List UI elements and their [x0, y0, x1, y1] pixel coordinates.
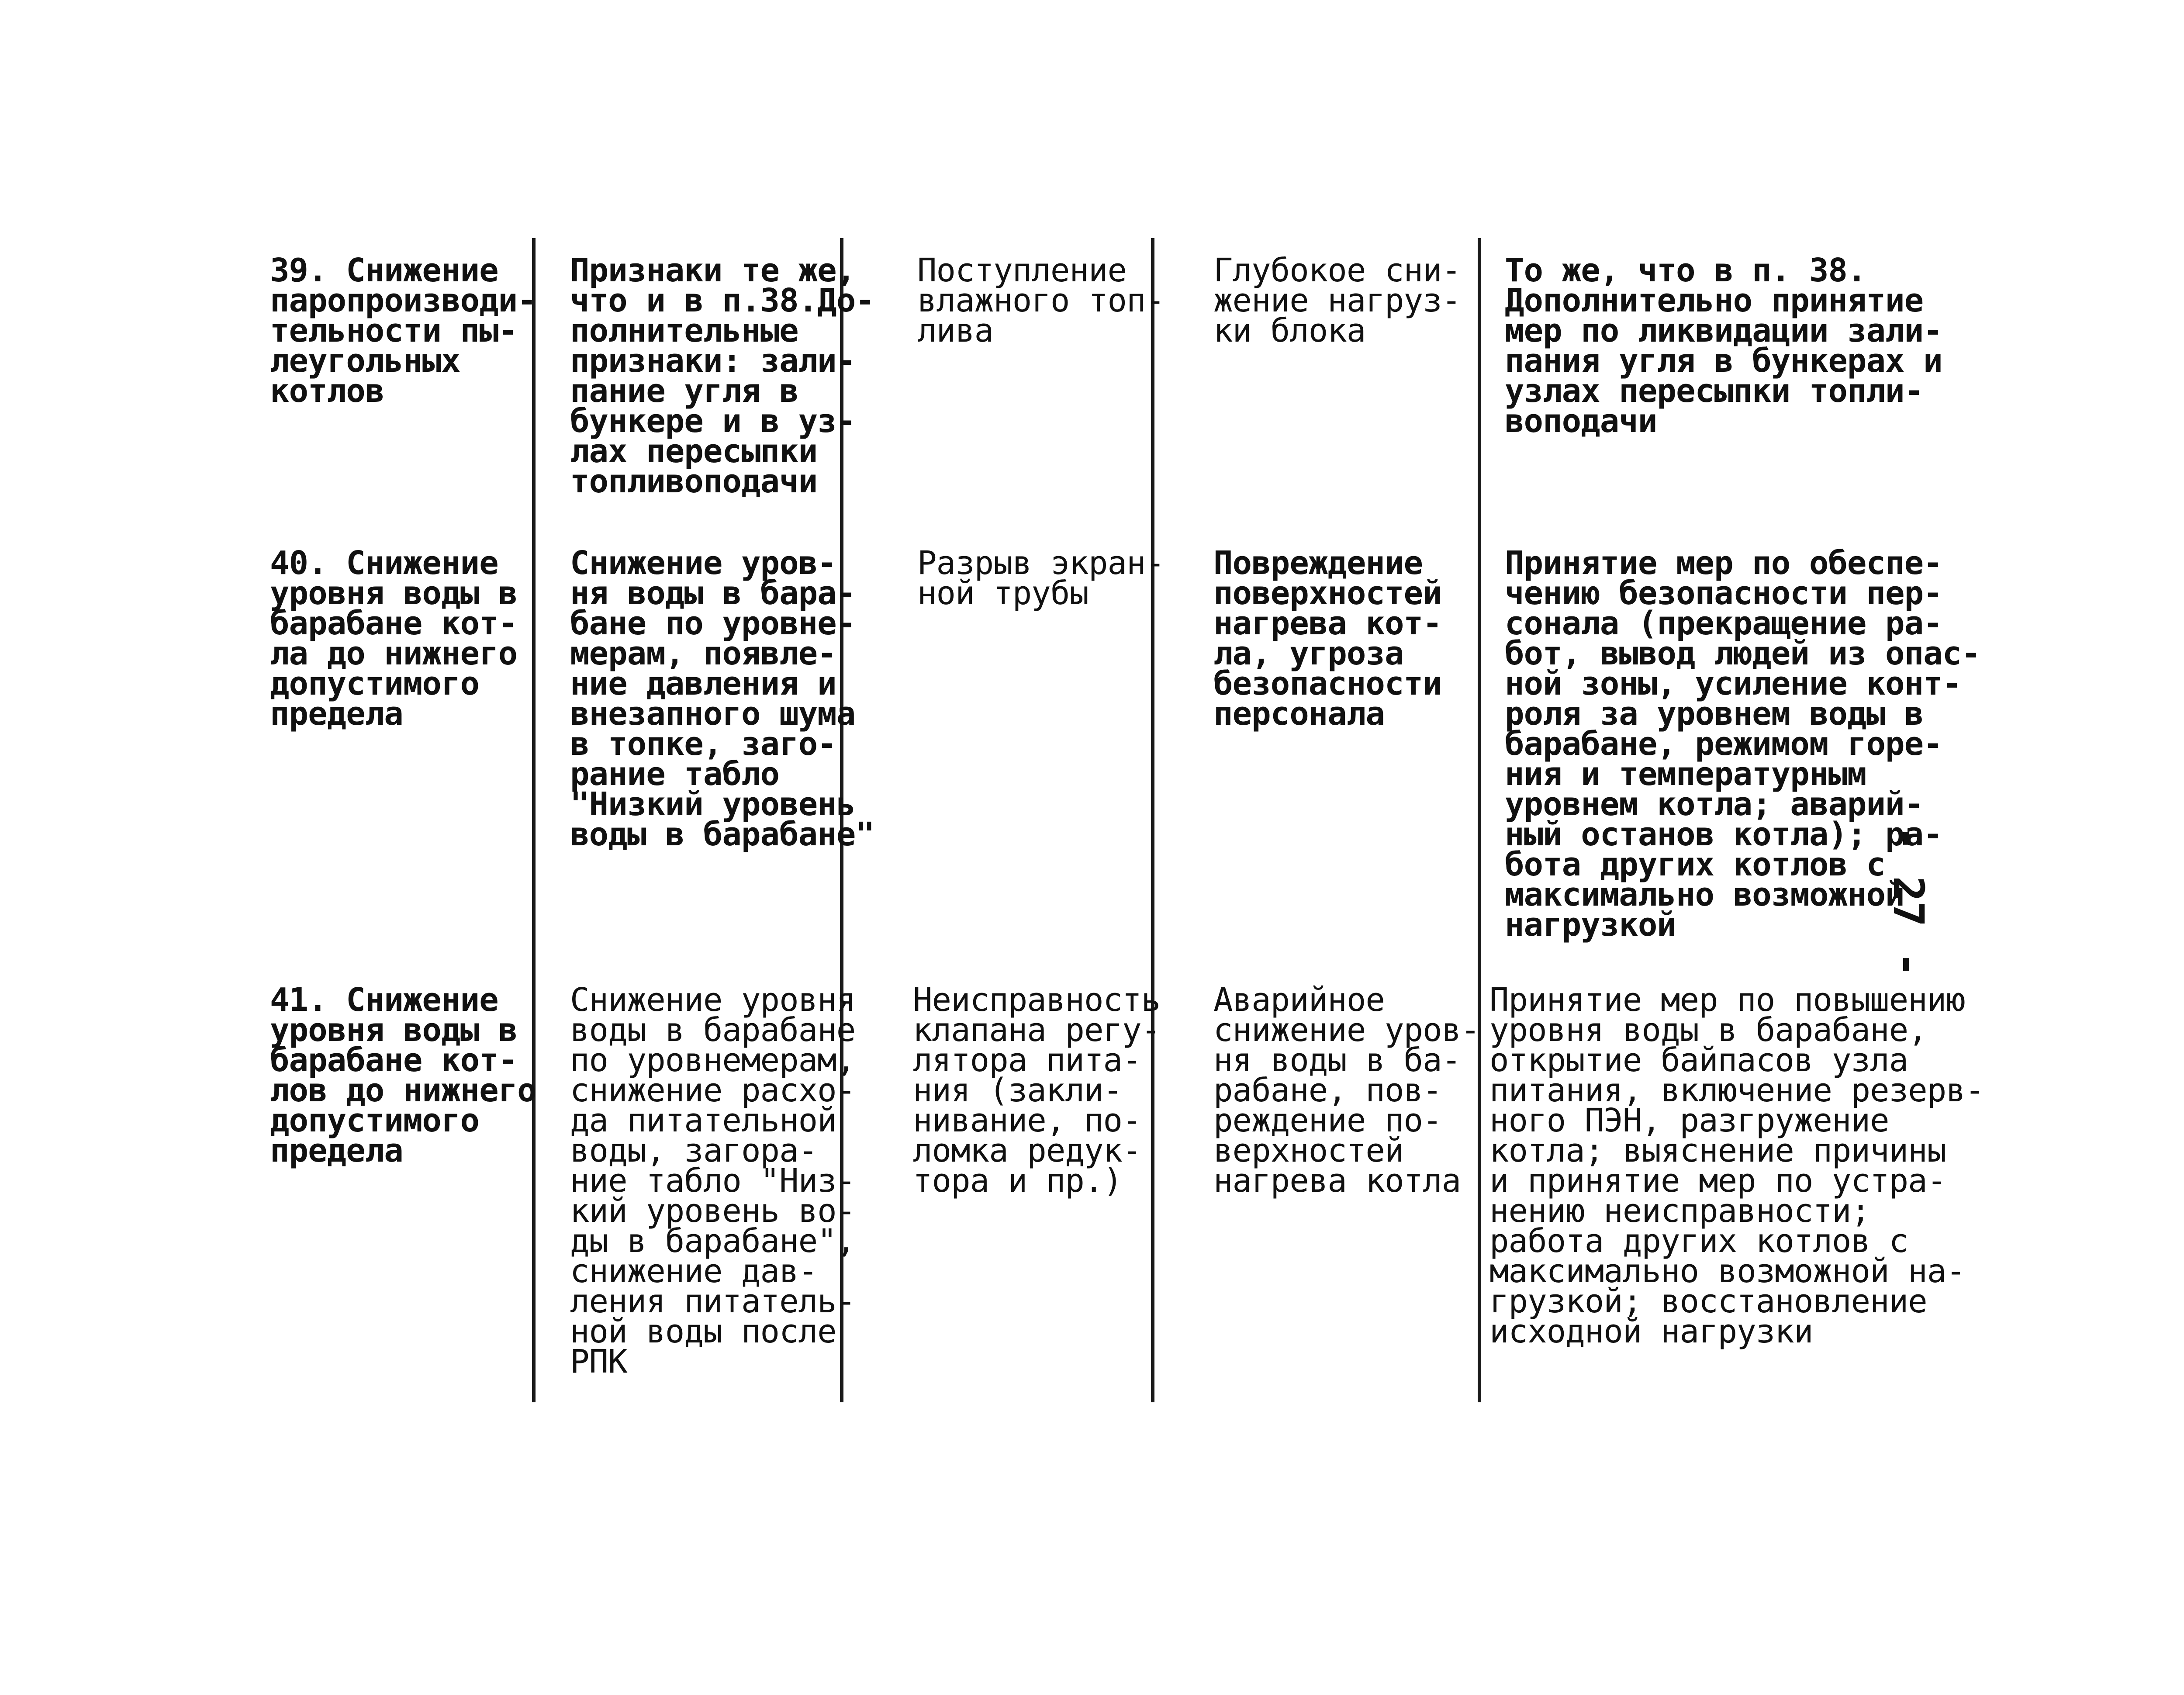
row-40-cause: Разрыв экран- ной трубы — [917, 544, 1165, 612]
row-39-signs: Признаки те же, что и в п.38.До- полнительные признаки: зали- пание угля в бункере и в уз- лах пересыпки топливоподачи — [570, 252, 874, 500]
row-41-actions: Принятие мер по повышению уровня воды в барабане, открытие байпасов узла питания, включение резерв- ного ПЭН, разгружение котла; выяснение причины и принятие мер по устра- нению неисправности; работа других котлов с максимально возможной на- грузкой; восстановление исходной нагрузки — [1489, 981, 1984, 1350]
column-divider-3 — [1151, 238, 1154, 1402]
row-39-item: 39. Снижение паропроизводи- тельности пы- леугольных котлов — [270, 252, 536, 410]
column-divider-1 — [532, 238, 536, 1402]
row-39-actions: То же, что в п. 38. Дополнительно принятие мер по ликвидации зали- пания угля в бункерах и узлах пересыпки топли- воподачи — [1505, 252, 1942, 440]
column-divider-4 — [1478, 238, 1481, 1402]
row-41-consequence: Аварийное снижение уров- ня воды в ба- рабане, пов- реждение по- верхностей нагрева котла — [1213, 981, 1480, 1200]
row-40-item: 40. Снижение уровня воды в барабане кот- ла до нижнего допустимого предела — [270, 544, 518, 733]
row-39-consequence: Глубокое сни- жение нагруз- ки блока — [1213, 252, 1461, 349]
row-40-signs: Снижение уров- ня воды в бара- бане по уровне- мерам, появле- ние давления и внезапного шума в топке, заго- рание табло "Низкий уровень воды в барабане" — [570, 544, 874, 853]
row-41-signs: Снижение уровня воды в барабане по уровнемерам, снижение расхо- да питательной воды, загора- ние табло "Низ- кий уровень во- ды в барабане", снижение дав- ления питатель- ной воды после РПК — [570, 981, 856, 1380]
row-40-actions: Принятие мер по обеспе- чению безопасности пер- сонала (прекращение ра- бот, вывод людей из опас- ной зоны, усиление конт- роля за уровнем воды в барабане, режимом горе- ния и температурным уровнем котла; аварий- ный останов котла); ра- бота других котлов с максимально возможной нагрузкой — [1505, 544, 1980, 944]
row-41-item: 41. Снижение уровня воды в барабане кот- лов до нижнего допустимого предела — [270, 981, 536, 1169]
row-40-consequence: Повреждение поверхностей нагрева кот- ла, угроза безопасности персонала — [1213, 544, 1442, 733]
page-number: - 27 - — [1884, 826, 1933, 977]
row-41-cause: Неисправность клапана регу- лятора пита- ния (закли- нивание, по- ломка редук- тора и пр.) — [913, 981, 1161, 1200]
row-39-cause: Поступление влажного топ- лива — [917, 252, 1165, 349]
